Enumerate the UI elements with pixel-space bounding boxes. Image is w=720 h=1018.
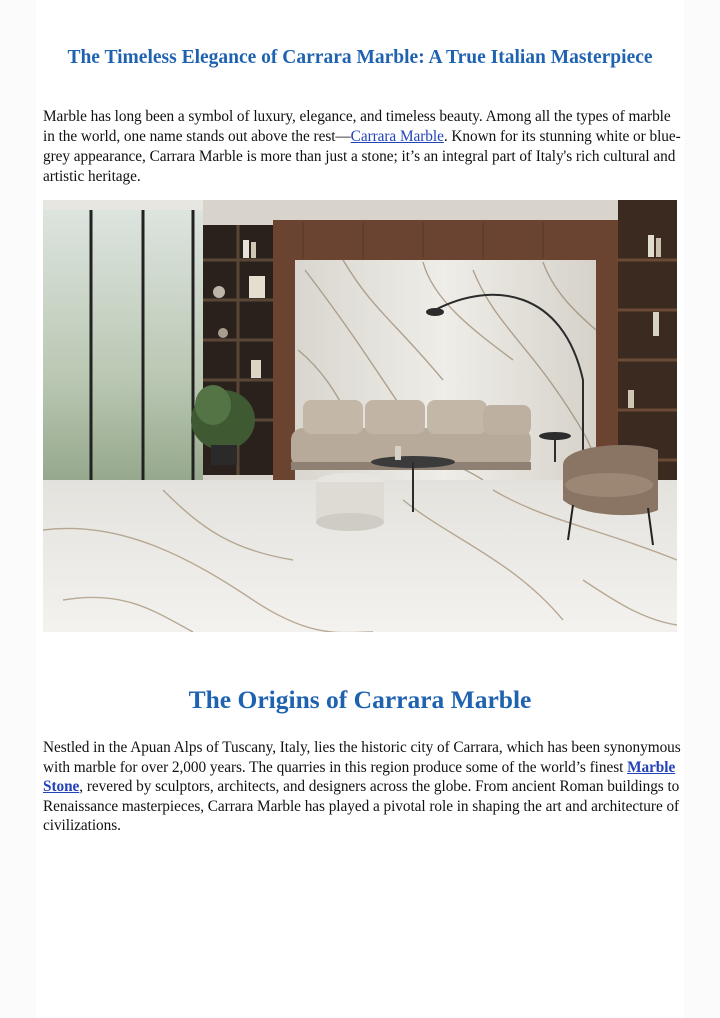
intro-paragraph xyxy=(43,107,683,187)
carrara-marble-link[interactable]: Carrara Marble xyxy=(350,128,444,145)
page-margin-right xyxy=(684,0,720,1018)
section-paragraph xyxy=(43,738,683,836)
intro-text-after: . Known for its stunning white or blue-grey appearance, Carrara Marble is more than just a stone; it’s an integral part of Italy's rich cultural and artistic heritage. xyxy=(43,128,681,185)
wood-panel-top xyxy=(273,220,618,260)
marble-stone-link[interactable]: Marble Stone xyxy=(43,758,676,796)
section-text-before: Nestled in the Apuan Alps of Tuscany, Italy, lies the historic city of Carrara, which has been synonymous with marble for over 2,000 years. The quarries in this region produce some of the world’s finest xyxy=(43,739,681,776)
section-heading: The Origins of Carrara Marble xyxy=(188,685,532,714)
intro-text-before: Marble has long been a symbol of luxury, elegance, and timeless beauty. Among all the types of marble in the world, one name stands out above the rest— xyxy=(43,108,671,145)
article-title: The Timeless Elegance of Carrara Marble: A True Italian Masterpiece xyxy=(67,47,653,68)
section-text-after: , revered by sculptors, architects, and designers across the globe. From ancient Roman buildings to Renaissance masterpieces, Carrara Marble has played a pivotal role in shaping the art and architecture of civilizations. xyxy=(43,778,680,835)
page-margin-left xyxy=(0,0,36,1018)
window xyxy=(43,200,203,500)
living-room-marble-photo xyxy=(43,200,677,632)
